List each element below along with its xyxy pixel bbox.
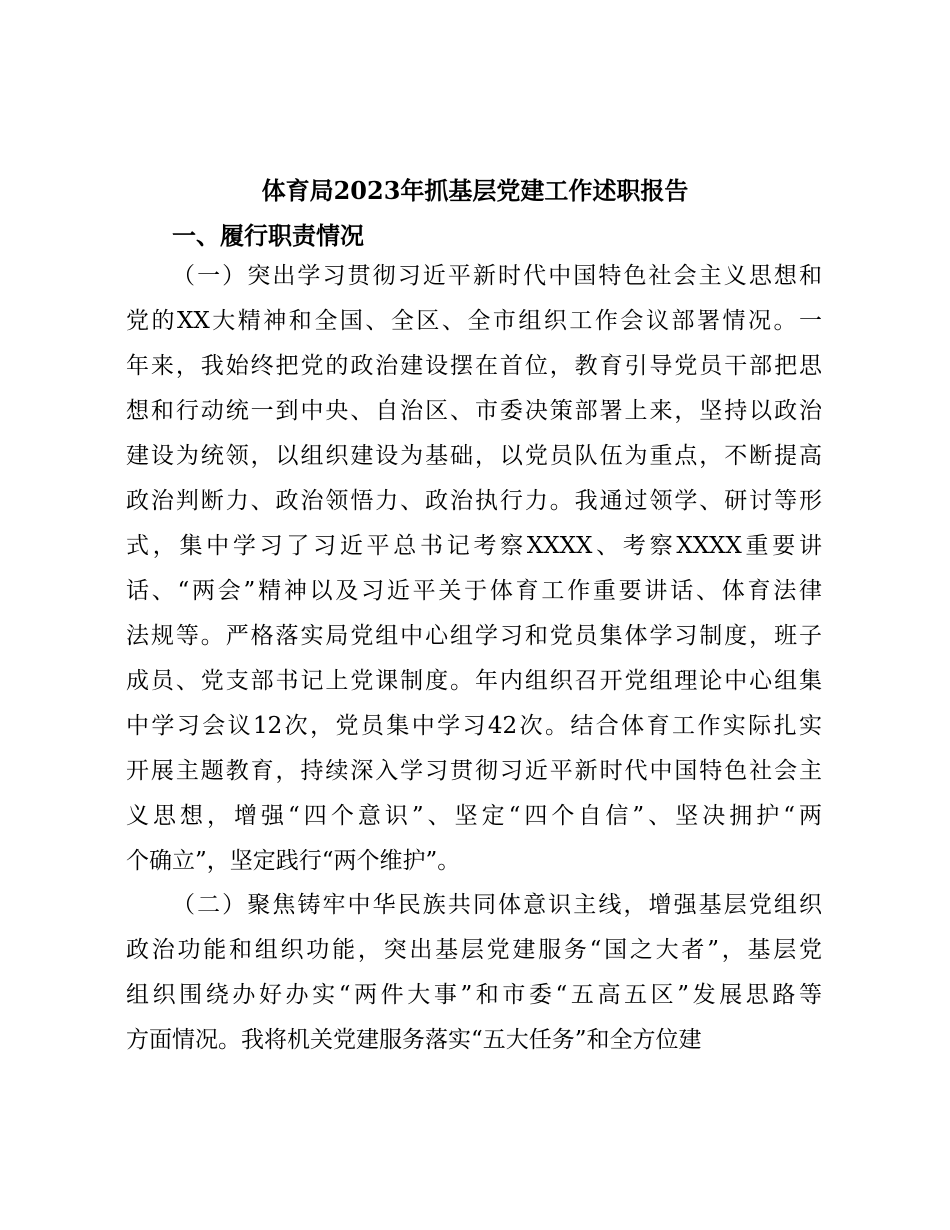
- section-heading: 一、履行职责情况: [172, 222, 364, 250]
- paragraph-line: 年来，我始终把党的政治建设摆在首位，教育引导党员干部把思: [126, 353, 822, 379]
- paragraph-line: 成员、党支部书记上党课制度。年内组织召开党组理论中心组集: [126, 668, 822, 694]
- paragraph-line: 式，集中学习了习近平总书记考察XXXX、考察XXXX重要讲: [126, 533, 822, 559]
- paragraph-line: 话、“两会”精神以及习近平关于体育工作重要讲话、体育法律: [126, 578, 822, 604]
- paragraph-line: 党的XX大精神和全国、全区、全市组织工作会议部署情况。一: [126, 308, 822, 334]
- paragraph-1: [126, 254, 822, 884]
- document-title: 体育局2023年抓基层党建工作述职报告: [261, 176, 689, 205]
- paragraph-line: 个确立”，坚定践行“两个维护”。: [126, 848, 461, 874]
- paragraph-line: 中学习会议12次，党员集中学习42次。结合体育工作实际扎实: [126, 713, 822, 739]
- paragraph-line: 想和行动统一到中央、自治区、市委决策部署上来，坚持以政治: [126, 398, 822, 424]
- paragraph-line: 开展主题教育，持续深入学习贯彻习近平新时代中国特色社会主: [126, 758, 822, 784]
- paragraph-line: 政治判断力、政治领悟力、政治执行力。我通过领学、研讨等形: [126, 488, 822, 514]
- paragraph-line: 建设为统领，以组织建设为基础，以党员队伍为重点，不断提高: [126, 443, 822, 469]
- paragraph-2: [126, 883, 822, 1063]
- paragraph-line: 方面情况。我将机关党建服务落实“五大任务”和全方位建: [126, 1027, 702, 1053]
- paragraph-line: （一）突出学习贯彻习近平新时代中国特色社会主义思想和: [172, 263, 822, 289]
- paragraph-line: 政治功能和组织功能，突出基层党建服务“国之大者”，基层党: [126, 937, 822, 963]
- paragraph-line: 义思想，增强“四个意识”、坚定“四个自信”、坚决拥护“两: [126, 803, 822, 829]
- paragraph-line: （二）聚焦铸牢中华民族共同体意识主线，增强基层党组织: [172, 892, 822, 918]
- paragraph-line: 法规等。严格落实局党组中心组学习和党员集体学习制度，班子: [126, 623, 822, 649]
- paragraph-line: 组织围绕办好办实“两件大事”和市委“五高五区”发展思路等: [126, 982, 822, 1008]
